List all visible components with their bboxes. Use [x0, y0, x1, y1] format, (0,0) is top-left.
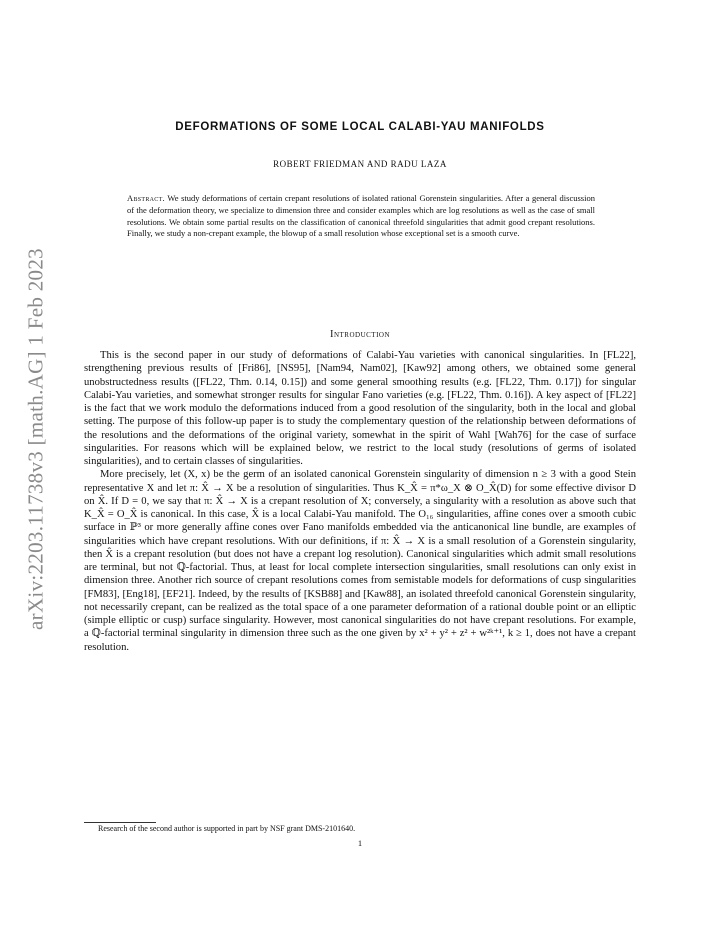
abstract-label: Abstract.	[127, 193, 165, 203]
arxiv-identifier: arXiv:2203.11738v3 [math.AG] 1 Feb 2023	[23, 247, 48, 630]
footnote-rule	[84, 822, 156, 823]
arxiv-sidebar	[14, 236, 58, 641]
paragraph: This is the second paper in our study of deformations of Calabi-Yau varieties with canonical singularities. In [FL22], strengthening previous results of [Fri86], [NS95], [Nam94, Nam02], [Kaw92] among others, we obtained some general unobstructedness results ([FL22, Thm. 0.14, 0.15]) and some general smoothing results (e.g. [FL22, Thm. 0.17]) for singular Calabi-Yau varieties, and somewhat stronger results for singular Fano varieties (e.g. [FL22, Thm. 0.16]). A key aspect of [FL22] is the fact that we work modulo the deformations induced from a good resolution of the singularity, both in the local and global setting. The purpose of this follow-up paper is to study the complementary question of the relationship between deformations of the resolutions and the deformations of the original variety, somewhat in the spirit of Wahl [Wah76] for the case of surface singularities. For reasons which will be explained below, we restrict to the local study (resolutions of germs of isolated singularities), and to certain classes of singularities.	[84, 350, 636, 467]
paper-title: DEFORMATIONS OF SOME LOCAL CALABI-YAU MANIFOLDS	[175, 121, 545, 133]
page-number: 1	[357, 838, 363, 848]
abstract	[127, 193, 595, 240]
paragraph: More precisely, let (X, x) be the germ of an isolated canonical Gorenstein singularity of dimension n ≥ 3 with a good Stein representative X and let π: X̂ → X be a resolution of singularities. Thus K_X̂ = π*ω_X ⊗ O_X̂(D) for some effective divisor D on X̂. If D = 0, we say that π: X̂ → X is a crepant resolution of X; conversely, a singularity with a resolution as above such that K_X̂ = O_X̂ is canonical. In this case, X̂ is a local Calabi-Yau manifold. The O₁₆ singularities, affine cones over a smooth cubic surface in ℙ³ or more generally affine cones over Fano manifolds embedded via the anticanonical line bundle, are examples of singularities which have crepant resolutions. With our definitions, if π: X̂ → X is a small resolution of a Gorenstein singularity, then X̂ is a crepant resolution (but does not have a crepant log resolution). Canonical singularities which admit small resolutions are terminal, but not ℚ-factorial. Thus, at least for local complete intersection singularities, small resolutions can only exist in dimension three. Another rich source of crepant resolutions comes from semistable models for deformations of cusp singularities [FM83], [Eng18], [EF21]. Indeed, by the results of [KSB88] and [Kaw88], an isolated threefold canonical Gorenstein singularity, not necessarily crepant, can be realized as the total space of a one parameter deformation of a rational double point or an elliptic (simple elliptic or cusp) surface singularity. However, most canonical singularities do not have crepant resolutions. For example, a ℚ-factorial terminal singularity in dimension three such as the one given by x² + y² + z² + w²ᵏ⁺¹, k ≥ 1, does not have a crepant resolution.	[84, 469, 636, 653]
section-heading-introduction: Introduction	[329, 329, 391, 340]
introduction-body	[84, 349, 636, 654]
footnote: Research of the second author is supported in part by NSF grant DMS-2101640.	[98, 824, 356, 833]
paper-authors: ROBERT FRIEDMAN AND RADU LAZA	[273, 159, 447, 169]
abstract-text: We study deformations of certain crepant resolutions of isolated rational Gorenstein singularities. After a general discussion of the deformation theory, we specialize to dimension three and consider examples which are log resolutions as well as the case of small resolutions. We obtain some partial results on the classification of canonical threefold singularities that admit good crepant resolutions. Finally, we study a non-crepant example, the blowup of a small resolution whose exceptional set is a smooth curve.	[127, 193, 595, 239]
